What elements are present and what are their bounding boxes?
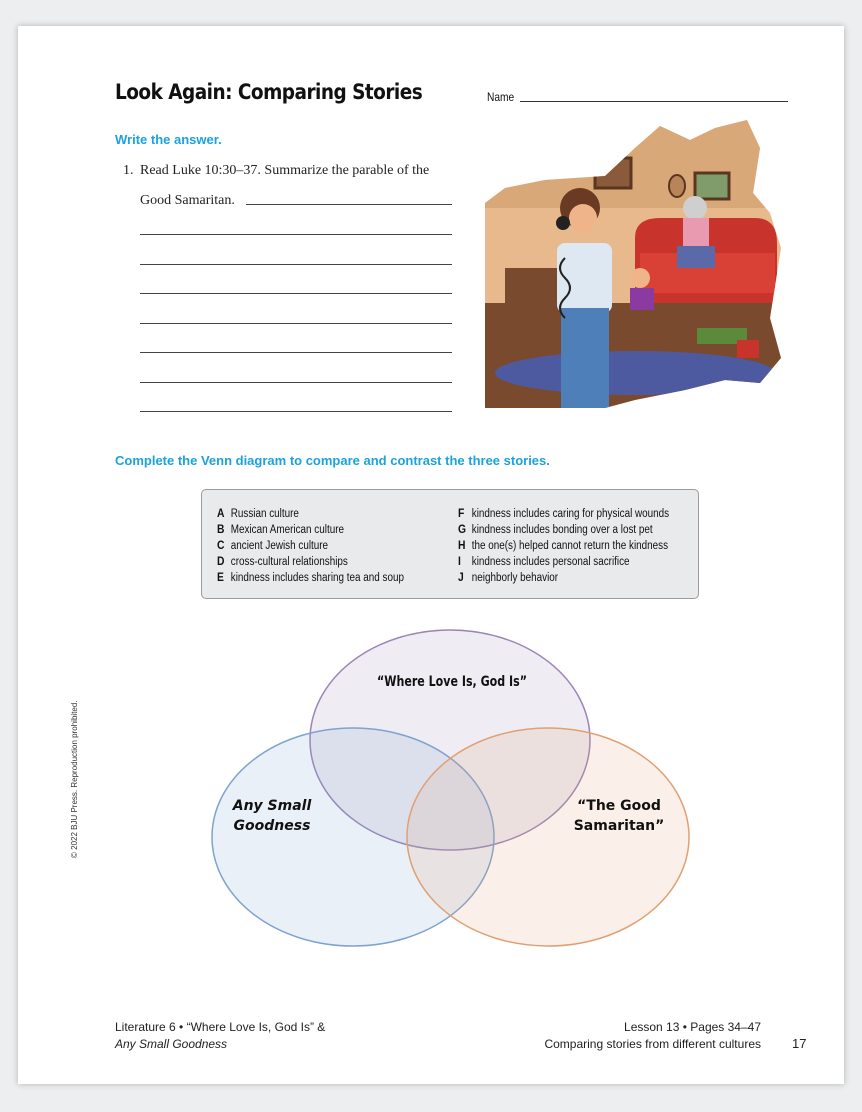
name-field-line[interactable] [520,101,788,102]
venn-label-right-2: Samaritan” [573,818,665,834]
key-item-a: A Russian culture [217,506,299,520]
word-bank-box [201,489,699,599]
answer-line[interactable] [140,234,452,235]
answer-line[interactable] [140,382,452,383]
question-text: Read Luke 10:30–37. Summarize the parable of the [140,163,430,178]
story-illustration [485,118,781,408]
venn-label-left-2: Goodness [233,818,311,834]
key-item-c: C ancient Jewish culture [217,538,329,552]
key-item-f: F kindness includes caring for physical wounds [458,506,670,520]
venn-label-top: “Where Love Is, God Is” [377,674,527,690]
answer-line[interactable] [246,204,452,205]
footer-left-line-2: Any Small Goodness [115,1037,228,1051]
name-label: Name [487,90,515,104]
copyright-notice: © 2022 BJU Press. Reproduction prohibited. [70,700,79,858]
footer-left-line-1: Literature 6 • “Where Love Is, God Is” & [115,1020,326,1034]
key-item-j: J neighborly behavior [458,570,559,584]
key-item-h: H the one(s) helped cannot return the kindness [458,538,669,552]
venn-circle-right[interactable] [407,728,689,946]
answer-line[interactable] [140,411,452,412]
question-number: 1. [123,163,134,178]
key-item-b: B Mexican American culture [217,522,344,536]
footer-right-line-1: Lesson 13 • Pages 34–47 [624,1020,761,1034]
answer-line[interactable] [140,264,452,265]
key-item-e: E kindness includes sharing tea and soup [217,570,404,584]
answer-line[interactable] [140,293,452,294]
answer-line[interactable] [140,352,452,353]
page-number: 17 [792,1036,807,1051]
venn-label-right-1: “The Good [577,798,661,814]
key-item-i: I kindness includes personal sacrifice [458,554,630,568]
venn-label-left-1: Any Small [232,798,312,814]
section1-instruction: Write the answer. [115,132,222,147]
venn-diagram [204,626,694,956]
answer-line[interactable] [140,323,452,324]
key-item-g: G kindness includes bonding over a lost pet [458,522,653,536]
question-text-2: Good Samaritan. [140,193,235,208]
worksheet-page [18,26,844,1084]
page-title: Look Again: Comparing Stories [115,80,423,104]
footer-right-line-2: Comparing stories from different cultures [544,1037,761,1051]
key-item-d: D cross-cultural relationships [217,554,348,568]
section2-instruction: Complete the Venn diagram to compare and contrast the three stories. [115,453,550,468]
